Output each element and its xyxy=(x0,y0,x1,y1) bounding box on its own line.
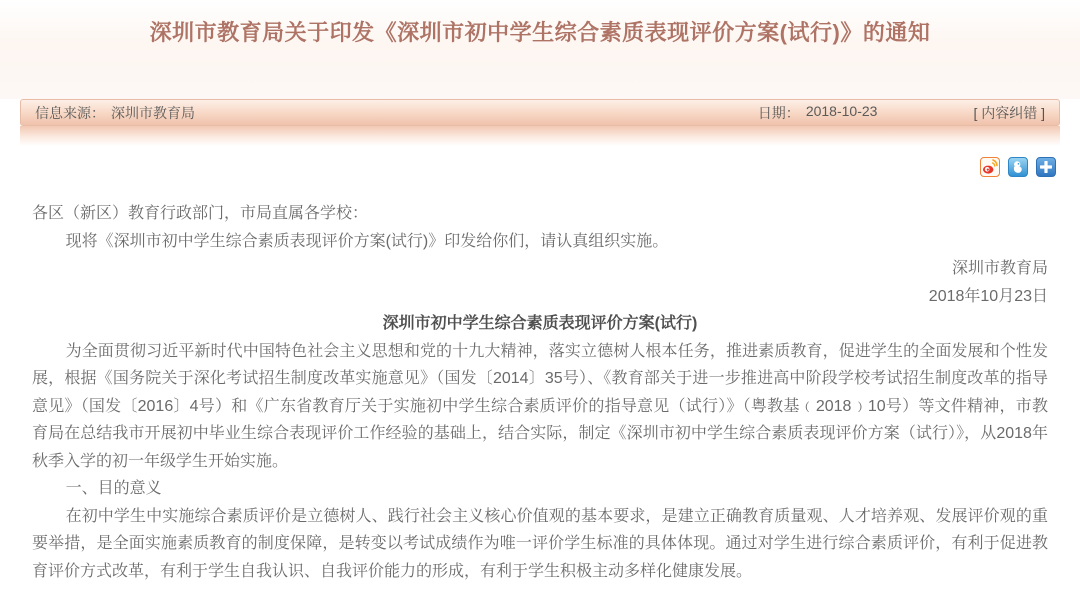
meta-bar xyxy=(20,99,1060,126)
signature-date: 2018年10月23日 xyxy=(928,287,1048,305)
meta-bar-glow xyxy=(20,126,1060,146)
document-body xyxy=(0,178,1080,585)
source-label: 信息来源： xyxy=(35,104,105,121)
share-toolbar xyxy=(0,146,1080,178)
source-value: 深圳市教育局 xyxy=(111,104,195,121)
intro-line: 现将《深圳市初中学生综合素质表现评价方案(试行)》印发给你们，请认真组织实施。 xyxy=(65,232,669,250)
page-header xyxy=(0,0,1080,99)
paragraph-purpose: 在初中学生中实施综合素质评价是立德树人、践行社会主义核心价值观的基本要求，是建立正确教育质量观、人才培养观、发展评价观的重要举措，是全面实施素质教育的制度保障，是转变以考试成绩作为唯一评价学生标准的具体体现。通过对学生进行综合素质评价，有利于促进教育评价方式改革，有利于学生自我认识、自我评价能力的形成，有利于学生积极主动多样化健康发展。 xyxy=(32,507,1048,580)
signature-org: 深圳市教育局 xyxy=(951,260,1048,277)
sina-weibo-share-icon[interactable] xyxy=(980,157,1000,177)
tencent-weibo-share-icon[interactable] xyxy=(1008,157,1028,177)
date-label: 日期： xyxy=(757,104,800,121)
more-share-plus-icon[interactable] xyxy=(1036,157,1056,177)
page-title: 深圳市教育局关于印发《深圳市初中学生综合素质表现评价方案(试行)》的通知 xyxy=(149,20,931,45)
salutation-line: 各区（新区）教育行政部门，市局直属各学校： xyxy=(32,205,369,222)
content-correction-link[interactable]: [ 内容纠错 ] xyxy=(973,104,1045,121)
date-value: 2018-10-23 xyxy=(805,102,878,119)
attachment-title: 深圳市初中学生综合素质表现评价方案(试行) xyxy=(382,315,698,332)
paragraph-background: 为全面贯彻习近平新时代中国特色社会主义思想和党的十九大精神，落实立德树人根本任务，推进素质教育，促进学生的全面发展和个性发展，根据《国务院关于深化考试招生制度改革实施意见》（国发〔2014〕35号）、《教育部关于进一步推进高中阶段学校考试招生制度改革的指导意见》（国发〔2016〕4号）和《广东省教育厅关于实施初中学生综合素质评价的指导意见（试行）》（粤教基﹙2018﹚10号）等文件精神，市教育局在总结我市开展初中毕业生综合表现评价工作经验的基础上，结合实际，制定《深圳市初中学生综合素质表现评价方案（试行）》，从2018年秋季入学的初一年级学生开始实施。 xyxy=(32,342,1048,470)
section-heading-purpose: 一、目的意义 xyxy=(65,480,162,497)
date-group xyxy=(758,103,878,123)
